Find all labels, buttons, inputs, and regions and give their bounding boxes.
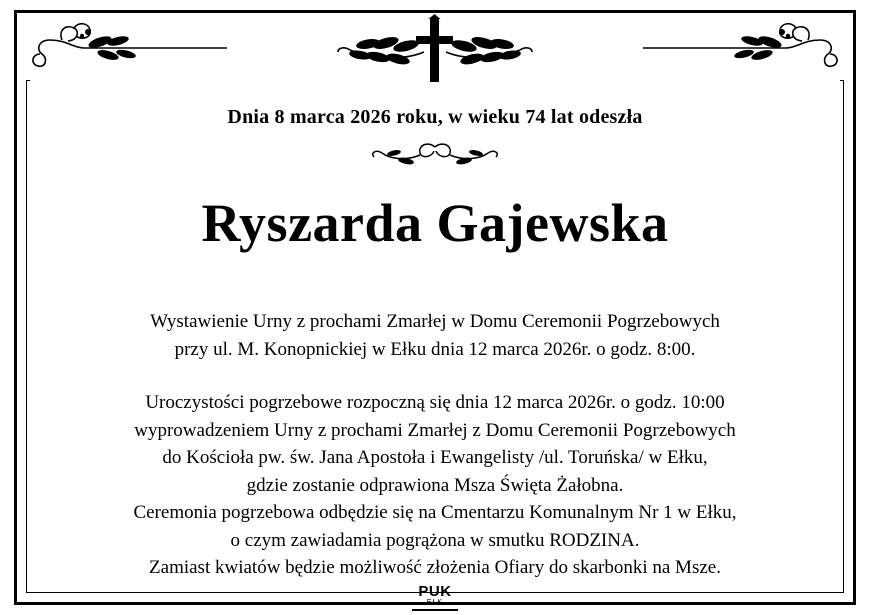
puk-logo-subtext: EŁK xyxy=(426,598,444,606)
paragraph-2-line-6: o czym zawiadamia pogrążona w smutku RODZINA. xyxy=(230,529,640,551)
puk-logo-text: PUK xyxy=(418,582,452,600)
paragraph-1-line-2: przy ul. M. Konopnickiej w Ełku dnia 12 marca 2026r. o godz. 8:00. xyxy=(174,338,696,360)
date-of-death-line: Dnia 8 marca 2026 roku, w wieku 74 lat odeszła xyxy=(227,106,643,128)
paragraph-2-line-5: Ceremonia pogrzebowa odbędzie się na Cmentarzu Komunalnym Nr 1 w Ełku, xyxy=(133,502,737,524)
puk-logo-rule xyxy=(412,609,458,611)
puk-logo xyxy=(412,584,458,611)
paragraph-2-line-3: do Kościoła pw. św. Jana Apostoła i Ewangelisty /ul. Toruńska/ w Ełku, xyxy=(162,447,708,469)
paragraph-2-line-1: Uroczystości pogrzebowe rozpoczną się dnia 12 marca 2026r. o godz. 10:00 xyxy=(145,392,725,414)
paragraph-2-line-7: Zamiast kwiatów będzie możliwość złożenia Ofiary do skarbonki na Msze. xyxy=(149,557,721,579)
footer-logo xyxy=(0,584,870,611)
paragraph-2-line-2: wyprowadzeniem Urny z prochami Zmarłej z Domu Ceremonii Pogrzebowych xyxy=(134,419,736,441)
ceremony-paragraph-2 xyxy=(40,389,830,582)
small-leaf-flourish-icon xyxy=(360,139,510,173)
deceased-name: Ryszarda Gajewska xyxy=(201,193,669,253)
paragraph-2-line-4: gdzie zostanie odprawiona Msza Święta Żałobna. xyxy=(246,474,624,496)
ceremony-paragraph-1 xyxy=(40,308,830,363)
ornament-band-background xyxy=(30,14,840,88)
notice-content xyxy=(40,92,830,585)
paragraph-1-line-1: Wystawienie Urny z prochami Zmarłej w Domu Ceremonii Pogrzebowych xyxy=(150,311,720,332)
